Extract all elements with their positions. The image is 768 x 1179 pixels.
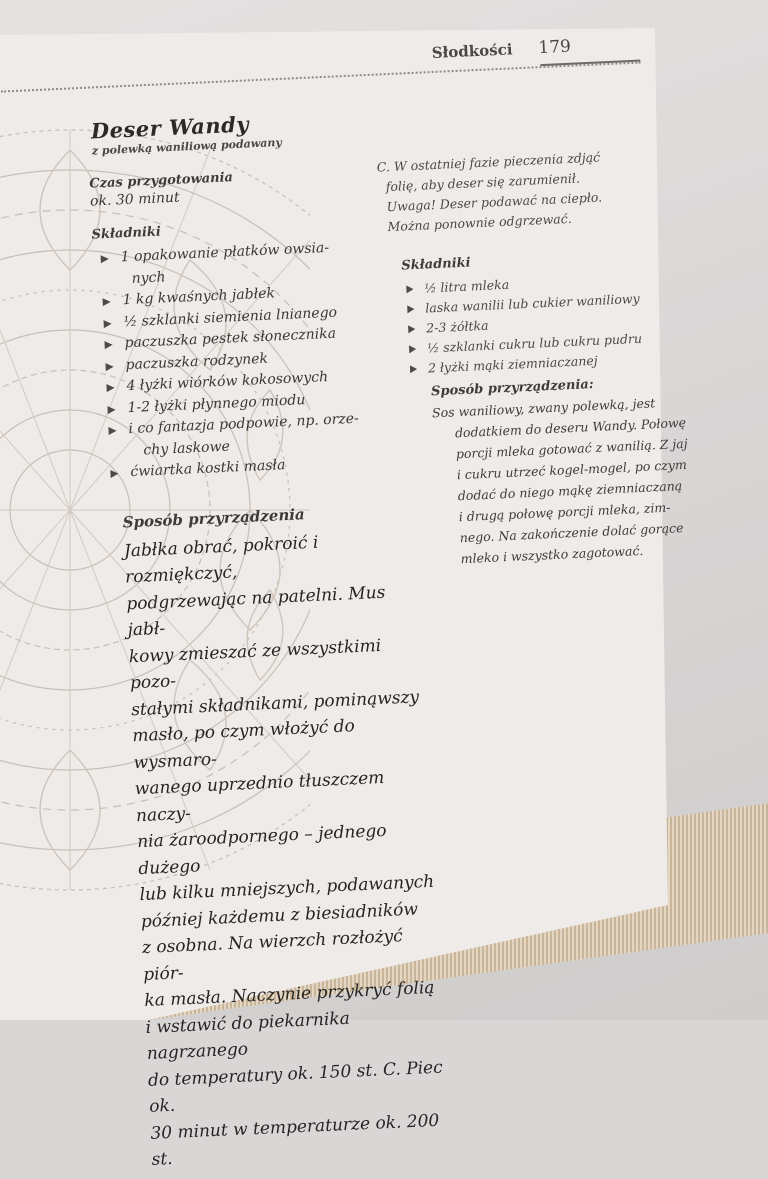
method-continuation <box>376 144 679 238</box>
list-item: paczuszka pestek słonecznika <box>96 321 397 356</box>
method-line: i cukru utrzeć kogel-mogel, po czym <box>456 456 688 483</box>
list-item: laska wanilii lub cukier waniliowy <box>403 287 684 320</box>
list-item: ½ litra mleka <box>402 267 683 300</box>
prep-time-label: Czas przygotowania <box>88 170 234 192</box>
recipe-subtitle: z polewką waniliową podawany <box>91 135 282 158</box>
list-item: paczuszka rodzynek <box>97 342 398 377</box>
method-line: folię, aby deser się zarumienił. <box>385 170 581 195</box>
method-line: i drugą połowę porcji mleka, zim- <box>458 499 671 525</box>
header-dotted-rule <box>1 62 640 93</box>
list-item: i co fantazja podpowie, np. orze- chy laskowe <box>100 407 402 464</box>
method-line: podgrzewając na patelni. Mus jabł- <box>125 582 386 641</box>
method-line: masło, po czym włożyć do wysmaro- <box>131 716 356 773</box>
list-item: ½ szklanki siemienia lnianego <box>95 299 396 334</box>
sauce-ingredients-label: Składniki <box>401 255 471 274</box>
running-header <box>431 37 571 63</box>
list-item: 2-3 żółtka <box>404 307 685 340</box>
sauce-method-section <box>431 369 719 571</box>
method-line: kowy zmieszać ze wszystkimi pozo- <box>128 635 382 694</box>
method-line: Sos waniliowy, zwany polewką, jest <box>431 395 656 421</box>
method-label: Sposób przyrządzenia <box>122 505 306 532</box>
prep-time-value: ok. 30 minut <box>89 189 180 210</box>
list-item: 1-2 łyżki płynnego miodu <box>99 385 400 420</box>
list-item: 1 opakowanie płatków owsia- nych <box>92 235 394 292</box>
method-line: 30 minut w temperaturze ok. 200 st. <box>150 1110 440 1170</box>
method-line: wanego uprzednio tłuszczem naczy- <box>134 767 385 826</box>
method-line: C. W ostatniej fazie pieczenia zdjąć <box>376 149 601 175</box>
method-line: ka masła. Naczynie przykryć folią <box>143 977 435 1012</box>
method-line: porcji mleka gotować z wanilią. Z jaj <box>455 435 688 462</box>
left-column <box>89 163 403 485</box>
list-item: 4 łyżki wiórków kokosowych <box>98 364 399 399</box>
right-column <box>376 144 686 380</box>
section-title: Słodkości <box>431 40 513 62</box>
recipe-title: Deser Wandy <box>90 111 250 144</box>
method-line: nia żaroodpornego – jednego dużego <box>136 820 387 879</box>
method-line: Uwaga! Deser podawać na ciepło. <box>386 189 603 215</box>
method-section <box>122 496 452 1173</box>
ingredients-label: Składniki <box>91 224 162 243</box>
list-item: ½ szklanki cukru lub cukru pudru <box>405 327 686 360</box>
method-line: dodać do niego mąkę ziemniaczaną <box>457 478 683 504</box>
ingredients-list <box>92 235 402 485</box>
list-item: 2 łyżki mąki ziemniaczanej <box>406 347 687 380</box>
method-line: mleko i wszystko zagotować. <box>460 542 644 567</box>
method-line: stałymi składnikami, pominąwszy <box>130 686 420 720</box>
method-line: do temperatury ok. 150 st. C. Piec ok. <box>147 1057 444 1117</box>
method-line: nego. Na zakończenie dolać gorące <box>459 520 684 546</box>
method-line: i wstawić do piekarnika nagrzanego <box>145 1008 351 1064</box>
list-item: 1 kg kwaśnych jabłek <box>94 278 395 313</box>
list-item: ćwiartka kostki masła <box>102 450 403 485</box>
method-line: z osobna. Na wierzch rozłożyć piór- <box>141 926 404 985</box>
sauce-method-label: Sposób przyrządzenia: <box>430 377 594 400</box>
method-line: lub kilku mniejszych, podawanych <box>139 871 435 906</box>
method-line: Jabłka obrać, pokroić i rozmiękczyć, <box>123 532 319 588</box>
sauce-ingredients-list <box>382 267 686 381</box>
method-line: dodatkiem do deseru Wandy. Połowę <box>454 414 687 441</box>
method-line: później każdemu z biesiadników <box>140 899 419 932</box>
page-number: 179 <box>537 36 572 59</box>
method-line: Można ponownie odgrzewać. <box>387 210 572 235</box>
